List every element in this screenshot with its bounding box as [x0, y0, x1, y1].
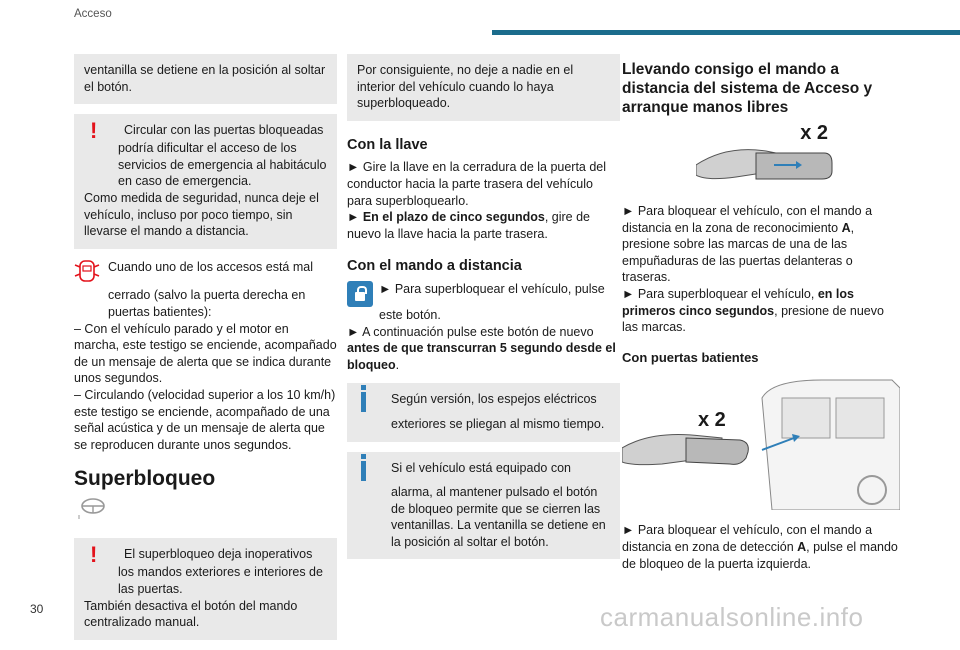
header-accent-bar [492, 30, 960, 35]
info-text: Según versión, los espejos eléctricos exteriores se pliegan al mismo tiempo. [391, 392, 605, 431]
subheading-key: Con la llave [347, 136, 428, 153]
info-text: Si el vehículo está equipado con alarma, al mantener pulsado el botón de bloqueo permite que se cierren las ventanillas. La ventanilla se detiene en la posición al soltar el botón. [391, 460, 606, 549]
key-step: ► Gire la llave en la cerradura de la puerta del conductor hacia la parte trasera del vehículo para superbloquearlo. [347, 160, 607, 208]
info-icon [357, 391, 391, 416]
note-text: – Con el vehículo parado y el motor en marcha, este testigo se enciende, acompañado de un mensaje de alerta que se indica durante unos segundos. [74, 321, 337, 386]
door-open-warning-icon [74, 259, 108, 288]
body-text: ► Para superbloquear el vehículo, en los primeros cinco segundos, presione de nuevo las marcas. [622, 286, 884, 335]
info-box [347, 383, 620, 441]
steering-wheel-icon [76, 496, 337, 525]
section-heading: Superbloqueo [74, 467, 216, 491]
info-icon [357, 460, 391, 485]
warning-text: Circular con las puertas bloqueadas podría dificultar el acceso de los servicios de emergencia al habitáculo en caso de emergencia. [118, 123, 327, 189]
warning-text: El superbloqueo deja inoperativos los mandos exteriores e interiores de las puertas. [118, 547, 323, 597]
section-subheading: Llevando consigo el mando a distancia del sistema de Acceso y arranque manos libres [622, 61, 873, 116]
body-text: ► Para bloquear el vehículo, con el mando a distancia en zona de detección A, pulse el mando de bloqueo de la puerta izquierda. [622, 523, 898, 571]
warning-icon: ! [90, 542, 98, 568]
warning-text: También desactiva el botón del mando centralizado manual. [84, 598, 298, 630]
page-number: 30 [30, 602, 44, 616]
key-step: ► En el plazo de cinco segundos, gire de nuevo la llave hacia la parte trasera. [347, 210, 590, 241]
press-count-label: x 2 [800, 122, 828, 144]
press-count-label: x 2 [698, 409, 726, 432]
continuation-box [347, 54, 620, 121]
section-title: Acceso [74, 8, 112, 20]
continuation-box [74, 54, 337, 104]
warning-icon: ! [90, 118, 98, 144]
subheading-remote: Con el mando a distancia [347, 258, 522, 275]
door-open-note [74, 259, 337, 454]
note-text: Cuando uno de los accesos está mal cerrado (salvo la puerta derecha en puertas batientes): [108, 259, 313, 319]
column-3 [622, 54, 902, 572]
info-box [347, 452, 620, 560]
warning-text: Como medida de seguridad, nunca deje el vehículo, incluso por poco tiempo, sin llevarse el mando a distancia. [84, 190, 319, 239]
body-text: ► Para bloquear el vehículo, con el mando a distancia en la zona de reconocimiento A, presione sobre las marcas de una de las empuñaduras de las puertas delanteras o traseras. [622, 204, 873, 285]
note-text: – Circulando (velocidad superior a los 10 km/h) este testigo se enciende, acompañado de una señal acústica y de un mensaje de alerta que se reproducen durante unos segundos. [74, 387, 336, 452]
warning-box [74, 114, 337, 249]
warning-box [74, 538, 337, 639]
rear-door-illustration [622, 378, 900, 510]
column-1 [74, 54, 337, 650]
remote-step: ► Para superbloquear el vehículo, pulse este botón. [379, 281, 605, 322]
door-handle-illustration [696, 122, 836, 195]
remote-step: ► A continuación pulse este botón de nuevo antes de que transcurran 5 segundo desde el bloqueo. [347, 324, 616, 372]
box-text: Por consiguiente, no deje a nadie en el interior del vehículo cuando lo haya superbloqueado. [357, 63, 574, 111]
lock-button-icon [347, 281, 373, 307]
column-2 [347, 54, 620, 569]
watermark: carmanualsonline.info [600, 602, 864, 632]
subheading-doors: Con puertas batientes [622, 349, 759, 365]
box-text: ventanilla se detiene en la posición al soltar el botón. [84, 63, 326, 94]
